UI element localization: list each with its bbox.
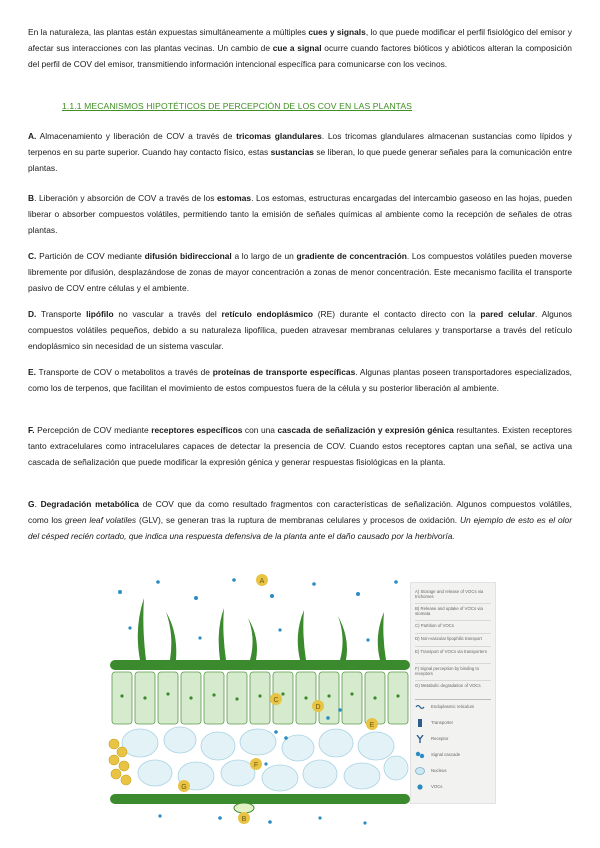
section-heading: 1.1.1 MECANISMOS HIPOTÉTICOS DE PERCEPCIÓN DE LOS COV EN LAS PLANTAS bbox=[62, 101, 412, 111]
text: Transporte de COV o metabolitos a través de bbox=[35, 367, 213, 377]
legend-item: G) Metabolic degradation of VOCs bbox=[415, 683, 481, 688]
label-d: D bbox=[315, 704, 321, 711]
legend-icon-label: VOCs bbox=[431, 784, 443, 789]
legend-divider bbox=[415, 680, 491, 681]
nucleus-icon bbox=[415, 767, 425, 775]
legend-item: D) Non-vascular lipophilic transport bbox=[415, 636, 482, 641]
legend-item: E) Transport of VOCs via transporters bbox=[415, 649, 487, 654]
paragraph-d bbox=[28, 306, 572, 354]
section-letter: F. bbox=[28, 425, 35, 435]
text: con una bbox=[242, 425, 278, 435]
legend-icon-label: Transporter bbox=[431, 720, 454, 725]
legend-icon-label: Endoplasmic reticulum bbox=[431, 704, 475, 709]
text: , lo que puede modificar el perfil fisiológico del emisor y afectar sus interacciones con las plantas vecinas. Un cambio de bbox=[28, 27, 572, 53]
italic-term: green leaf volatiles bbox=[65, 515, 137, 525]
bold-term: retículo endoplásmico bbox=[221, 309, 313, 319]
text: En la naturaleza, las plantas están expuestas simultáneamente a múltiples bbox=[28, 27, 309, 37]
spongy-mesophyll bbox=[122, 727, 408, 791]
stoma bbox=[234, 803, 254, 813]
label-f: F bbox=[253, 762, 259, 769]
legend-icon-label: Signal cascade bbox=[431, 752, 461, 757]
text: (GLV), se generan tras la ruptura de membranas celulares y procesos de oxidación. bbox=[136, 515, 460, 525]
legend-divider bbox=[415, 646, 491, 647]
bold-term: tricomas glandulares bbox=[236, 131, 322, 141]
text: . Algunos compuestos volátiles pequeños, debido a su naturaleza lipofílica, pueden atravesar membranas celulares y transportarse a través del retículo endoplásmico sin necesidad de un sistema vascular. bbox=[28, 309, 572, 351]
er-icon bbox=[415, 703, 425, 711]
legend-divider bbox=[415, 663, 491, 664]
bold-term: sustancias bbox=[270, 147, 314, 157]
section-letter: G bbox=[28, 499, 35, 509]
text: Partición de COV mediante bbox=[36, 251, 145, 261]
label-c: C bbox=[273, 697, 279, 704]
intro-paragraph bbox=[28, 24, 572, 72]
paragraph-b bbox=[28, 190, 572, 238]
text: . Los estomas, estructuras encargadas del intercambio gaseoso en las hojas, pueden liberar o absorber compuestos volátiles, permitiendo tanto la emisión de señales químicas al ambiente como la recepción de señales de otras plantas. bbox=[28, 193, 572, 235]
bold-term: cue a signal bbox=[272, 43, 322, 53]
trichomes bbox=[138, 598, 386, 660]
legend-item: C) Partition of VOCs bbox=[415, 623, 454, 628]
paragraph-e bbox=[28, 364, 572, 396]
text: . Algunas plantas poseen transportadores especializados, como los de terpenos, que facilitan el movimiento de estos compuestos fuera de la célula y su posterior liberación al ambiente. bbox=[28, 367, 572, 393]
bold-term: pared celular bbox=[480, 309, 536, 319]
bold-term: proteínas de transporte específicas bbox=[212, 367, 356, 377]
section-letter: A. bbox=[28, 131, 37, 141]
lower-epidermis bbox=[110, 794, 410, 804]
text: ocurre cuando factores bióticos y abióticos alteran la composición del perfil de COV del emisor, transmitiendo información intencional específica para comunicarse con los vecinos. bbox=[28, 43, 572, 69]
legend-item: A) Storage and release of VOCs via trichomes bbox=[415, 589, 484, 599]
text: de COV que da como resultado fragmentos con características de señalización. Algunos compuestos volátiles, como los bbox=[28, 499, 572, 525]
label-a: A bbox=[259, 578, 265, 585]
text: se liberan, lo que puede generar señales para la comunicación entre plantas. bbox=[28, 147, 572, 173]
palisade-layer bbox=[112, 672, 408, 724]
bold-term: estomas bbox=[217, 193, 252, 203]
text: a lo largo de un bbox=[231, 251, 297, 261]
text: Almacenamiento y liberación de COV a través de bbox=[36, 131, 237, 141]
paragraph-c bbox=[28, 248, 572, 296]
section-letter: D. bbox=[28, 309, 37, 319]
bold-term: receptores específicos bbox=[151, 425, 243, 435]
signal-cascade-icon bbox=[415, 751, 425, 759]
legend-item: F) Signal perception by binding to receptors bbox=[415, 666, 480, 676]
legend-icon-label: Nucleus bbox=[431, 768, 447, 773]
text: . Los tricomas glandulares almacenan sustancias como lípidos y terpenos en su parte superior. Cuando hay contacto físico, estas bbox=[28, 131, 572, 157]
upper-epidermis bbox=[110, 660, 410, 670]
text: . bbox=[34, 499, 41, 509]
figure-legend bbox=[410, 582, 496, 804]
label-g: G bbox=[181, 784, 187, 791]
voc-icon bbox=[415, 783, 425, 791]
text: Transporte bbox=[36, 309, 87, 319]
section-letter: B bbox=[28, 193, 35, 203]
legend-divider bbox=[415, 633, 491, 634]
paragraph-a bbox=[28, 128, 572, 176]
label-b: B bbox=[241, 816, 247, 823]
bold-term: cues y signals bbox=[308, 27, 366, 37]
legend-divider bbox=[415, 699, 491, 700]
bold-term: difusión bidireccional bbox=[144, 251, 232, 261]
bold-term: gradiente de concentración bbox=[296, 251, 407, 261]
text: . Liberación y absorción de COV a través de los bbox=[34, 193, 218, 203]
legend-icon-label: Receptor bbox=[431, 736, 449, 741]
transporter-icon bbox=[415, 719, 425, 727]
bold-term: cascada de señalización y expresión génica bbox=[277, 425, 454, 435]
legend-divider bbox=[415, 620, 491, 621]
receptor-icon bbox=[415, 735, 425, 743]
bold-term: lipófilo bbox=[86, 309, 114, 319]
legend-item: B) Release and uptake of VOCs via stomata bbox=[415, 606, 483, 616]
legend-divider bbox=[415, 603, 491, 604]
paragraph-f bbox=[28, 422, 572, 470]
label-e: E bbox=[369, 722, 375, 729]
paragraph-g bbox=[28, 496, 572, 544]
text: (RE) durante el contacto directo con la bbox=[313, 309, 481, 319]
section-letter: E. bbox=[28, 367, 36, 377]
bold-term: Degradación metabólica bbox=[40, 499, 139, 509]
section-letter: C. bbox=[28, 251, 37, 261]
text: Percepción de COV mediante bbox=[34, 425, 152, 435]
text: no vascular a través del bbox=[113, 309, 222, 319]
text: resultantes. Existen receptores tanto extracelulares como intracelulares capaces de detectar la presencia de COV. Cuando estos receptores captan una señal, se activa una cascada de señalización que puede modificar la expresión génica y generar respuestas fisiológicas en la planta. bbox=[28, 425, 572, 467]
text: . Los compuestos volátiles pueden moverse libremente por difusión, desplazándose de zonas de mayor concentración a zonas de menor concentración. Este mecanismo facilita el transporte pasivo de COV entre células y el ambiente. bbox=[28, 251, 572, 293]
italic-example: Un ejemplo de esto es el olor del césped recién cortado, que indica una respuesta defensiva de la planta ante el daño causado por la herbivoría. bbox=[28, 515, 572, 541]
